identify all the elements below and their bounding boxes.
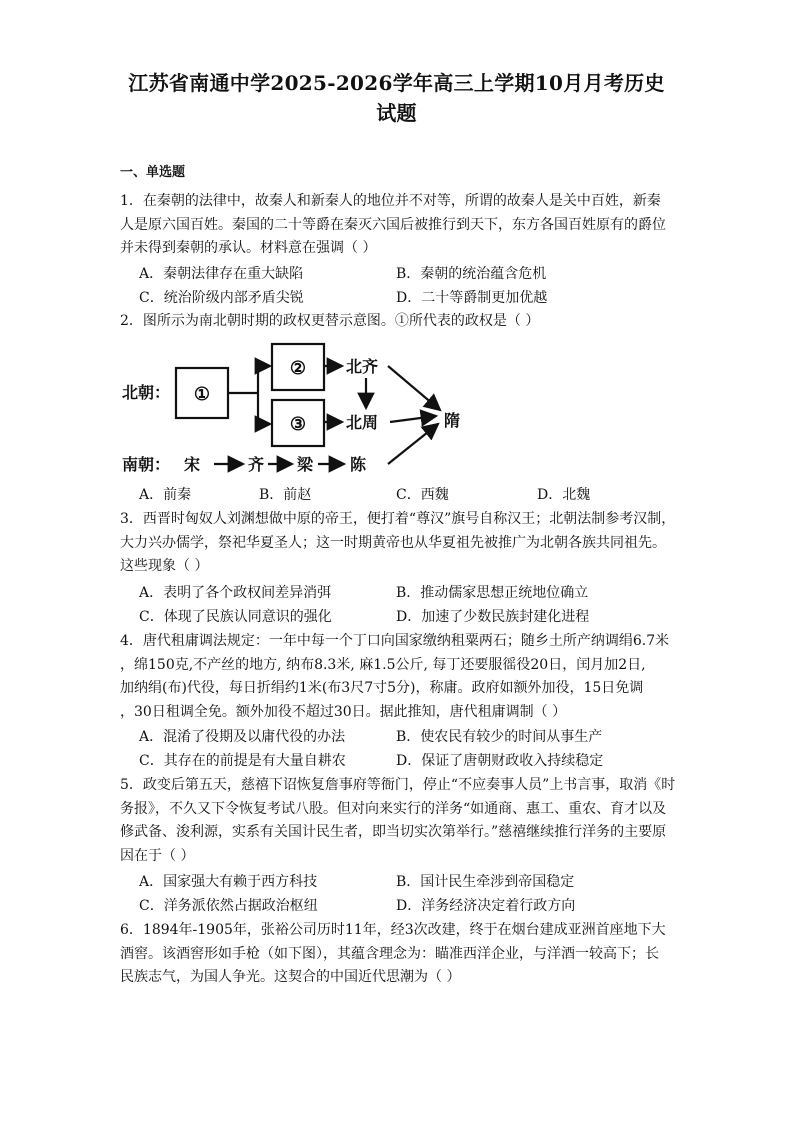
box-2-label: ②	[289, 358, 307, 379]
question-3-line-3: 这些现象（ ）	[120, 558, 209, 575]
question-6	[120, 919, 680, 990]
section-heading: 一、单选题	[120, 165, 186, 180]
chen-label: 陈	[350, 455, 367, 474]
question-2-line-1: 2．图所示为南北朝时期的政权更替示意图。①所代表的政权是（ ）	[120, 313, 540, 329]
question-5-line-1: 5．政变后第五天，慈禧下诏恢复詹事府等衙门，停止“不应奏事人员”上书言事，取消《时	[120, 777, 676, 793]
q5-option-a: A．国家强大有赖于西方科技	[139, 874, 318, 890]
sui-label: 隋	[444, 411, 461, 430]
question-6-line-2: 酒窖。该酒窖形如手枪（如下图），其蕴含理念为：瞄准西洋企业，与洋酒一较高下；长	[120, 945, 659, 962]
question-3	[120, 508, 680, 579]
document-title	[100, 68, 693, 128]
question-5	[120, 774, 680, 868]
q2-option-a: A．前秦	[139, 487, 192, 503]
box-1-label: ①	[193, 384, 211, 405]
q3-option-c: C．体现了民族认同意识的强化	[139, 609, 332, 625]
liang-label: 梁	[297, 455, 314, 474]
q4-option-c: C．其存在的前提是有大量自耕农	[139, 753, 346, 769]
question-5-line-4: 因在于（ ）	[120, 847, 195, 864]
question-1-line-3: 并未得到秦朝的承认。材料意在强调（ ）	[120, 240, 377, 257]
dynasty-succession-diagram	[118, 338, 488, 478]
q1-option-d: D．二十等爵制更加优越	[396, 290, 548, 306]
question-4-line-4: ，30日租调全免。额外加役不超过30日。据此推知，唐代租庸调制（ ）	[120, 703, 567, 720]
question-1-line-2: 人是原六国百姓。秦国的二十等爵在秦灭六国后被推行到天下，东方各国百姓原有的爵位	[120, 216, 666, 233]
q1-option-b: B．秦朝的统治蕴含危机	[396, 266, 547, 282]
question-1	[120, 190, 680, 261]
title-line-2: 试题	[376, 101, 417, 125]
question-6-line-3: 民族志气，为国人争光。这契合的中国近代思潮为（ ）	[120, 969, 461, 986]
q1-option-c: C．统治阶级内部矛盾尖锐	[139, 290, 304, 306]
beizhou-label: 北周	[346, 413, 379, 432]
q2-option-b: B．前赵	[259, 487, 312, 503]
q3-option-a: A．表明了各个政权间差异消弭	[139, 585, 332, 601]
q1-option-a: A．秦朝法律存在重大缺陷	[139, 266, 304, 282]
box-3-label: ③	[289, 414, 307, 435]
question-4	[120, 630, 680, 724]
beiqi-label: 北齐	[346, 357, 379, 376]
q5-option-c: C．洋务派依然占据政治枢纽	[139, 898, 318, 914]
q4-option-a: A．混淆了役期及以庸代役的办法	[139, 729, 346, 745]
song-label: 宋	[184, 455, 201, 474]
q4-option-d: D．保证了唐朝财政收入持续稳定	[396, 753, 604, 769]
question-1-line-1: 1．在秦朝的法律中，故秦人和新秦人的地位并不对等，所谓的故秦人是关中百姓，新秦	[120, 193, 661, 209]
q5-option-d: D．洋务经济决定着行政方向	[396, 898, 576, 914]
qi-label: 齐	[248, 455, 265, 474]
question-2	[120, 310, 680, 334]
q2-option-c: C．西魏	[396, 487, 449, 503]
question-6-line-1: 6．1894年-1905年，张裕公司历时11年，经3次改建，终于在烟台建成亚洲首座地下大	[120, 922, 666, 938]
south-dynasties-label: 南朝：	[122, 455, 171, 474]
question-4-line-3: 加纳绢(布)代役，每日折绢约1米(布3尺7寸5分)，称庸。政府如额外加役，15日免调	[120, 680, 644, 697]
question-3-line-1: 3．西晋时匈奴人刘渊想做中原的帝王，便打着“尊汉”旗号自称汉王；北朝法制参考汉制，	[120, 511, 676, 527]
north-dynasties-label: 北朝：	[122, 383, 171, 402]
question-5-line-3: 修武备、浚利源，实系有关国计民生者，即当切实次第举行。”慈禧继续推行洋务的主要原	[120, 824, 667, 841]
question-4-line-1: 4．唐代租庸调法规定：一年中每一个丁口向国家缴纳租粟两石；随乡土所产纳调绢6.7米	[120, 633, 670, 649]
title-line-1: 江苏省南通中学2025-2026学年高三上学期10月月考历史	[128, 71, 665, 95]
question-3-line-2: 大力兴办儒学，祭祀华夏圣人；这一时期黄帝也从华夏祖先被推广为北朝各族共同祖先。	[120, 534, 666, 551]
q3-option-b: B．推动儒家思想正统地位确立	[396, 585, 589, 601]
question-5-line-2: 务报》，不久又下令恢复考试八股。但对向来实行的洋务“如通商、惠工、重农、育才以及	[120, 800, 667, 817]
q2-option-d: D．北魏	[537, 487, 591, 503]
question-4-line-2: ，绵150克,不产丝的地方, 纳布8.3米, 麻1.5公斤, 每丁还要服徭役20日，闰月加2日,	[120, 656, 646, 673]
q4-option-b: B．使农民有较少的时间从事生产	[396, 729, 603, 745]
q5-option-b: B．国计民生牵涉到帝国稳定	[396, 874, 575, 890]
q3-option-d: D．加速了少数民族封建化进程	[396, 609, 590, 625]
